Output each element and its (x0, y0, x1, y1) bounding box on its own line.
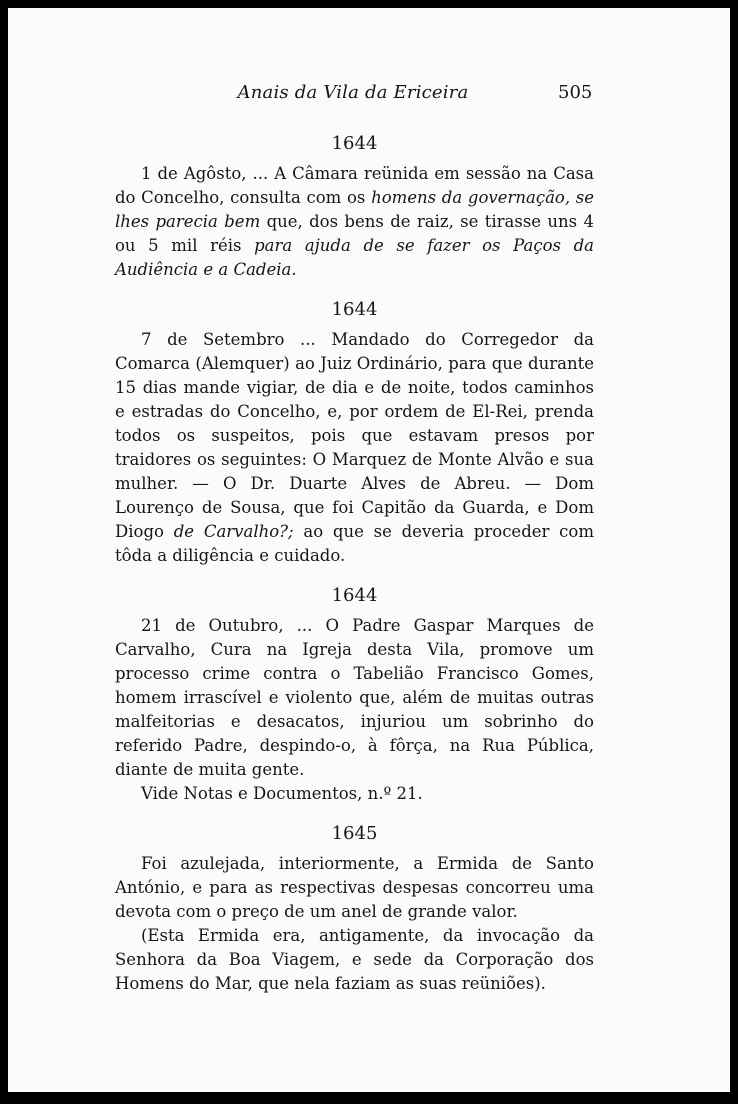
entry (115, 298, 594, 568)
book-page (8, 8, 730, 1092)
entry-paragraph: Vide Notas e Documentos, n.º 21. (141, 784, 423, 803)
running-title: Anais da Vila da Ericeira (237, 82, 469, 103)
entry (115, 822, 594, 996)
text-run: 1 de Agôsto, ... A Câmara reünida em sessão na Casa do Concelho, consulta com os (115, 164, 594, 207)
entry-paragraph: 21 de Outubro, ... O Padre Gaspar Marques de Carvalho, Cura na Igreja desta Vila, promove um processo crime contra o Tabelião Francisco Gomes, homem irrascível e violento que, além de muitas outras malfeitorias e desacatos, injuriou um sobrinho do referido Padre, despindo-o, à fôrça, na Rua Pública, diante de muita gente. (115, 616, 594, 779)
entry-paragraph (115, 328, 594, 568)
italic-run: de Carvalho?; (173, 522, 294, 541)
entry-paragraph (115, 162, 594, 282)
entry (115, 132, 594, 282)
page-header (8, 73, 730, 113)
section-gap (115, 282, 594, 298)
entry-year: 1644 (331, 133, 378, 154)
entry-year: 1644 (331, 299, 378, 320)
italic-run: para ajuda de se fazer os Paços da Audiência e a Cadeia. (115, 236, 594, 279)
entry-year: 1644 (331, 585, 378, 606)
entry (115, 584, 594, 806)
entry-paragraph: Foi azulejada, interiormente, a Ermida de Santo António, e para as respectivas despesas concorreu uma devota com o preço de um anel de grande valor. (115, 854, 594, 921)
page-content (115, 128, 594, 996)
section-gap (115, 806, 594, 822)
text-run: 7 de Setembro ... Mandado do Corregedor da Comarca (Alemquer) ao Juiz Ordinário, para que durante 15 dias mande vigiar, de dia e de noite, todos caminhos e estradas do Concelho, e, por ordem de El-Rei, prenda todos os suspeitos, pois que estavam presos por traidores os seguintes: O Marquez de Monte Alvão e sua mulher. — O Dr. Duarte Alves de Abreu. — Dom Lourenço de Sousa, que foi Capitão da Guarda, e Dom Diogo (115, 330, 594, 541)
section-gap (115, 568, 594, 584)
entry-paragraph: (Esta Ermida era, antigamente, da invocação da Senhora da Boa Viagem, e sede da Corporação dos Homens do Mar, que nela faziam as suas reüniões). (115, 926, 594, 993)
entry-year: 1645 (331, 823, 378, 844)
text-run: que, dos bens de raiz, se tirasse uns 4 ou 5 mil réis (115, 212, 594, 255)
italic-run: homens da governação, se lhes parecia bem (115, 188, 595, 231)
text-run: ao que se deveria proceder com tôda a diligência e cuidado. (115, 522, 595, 565)
page-number: 505 (558, 82, 593, 103)
